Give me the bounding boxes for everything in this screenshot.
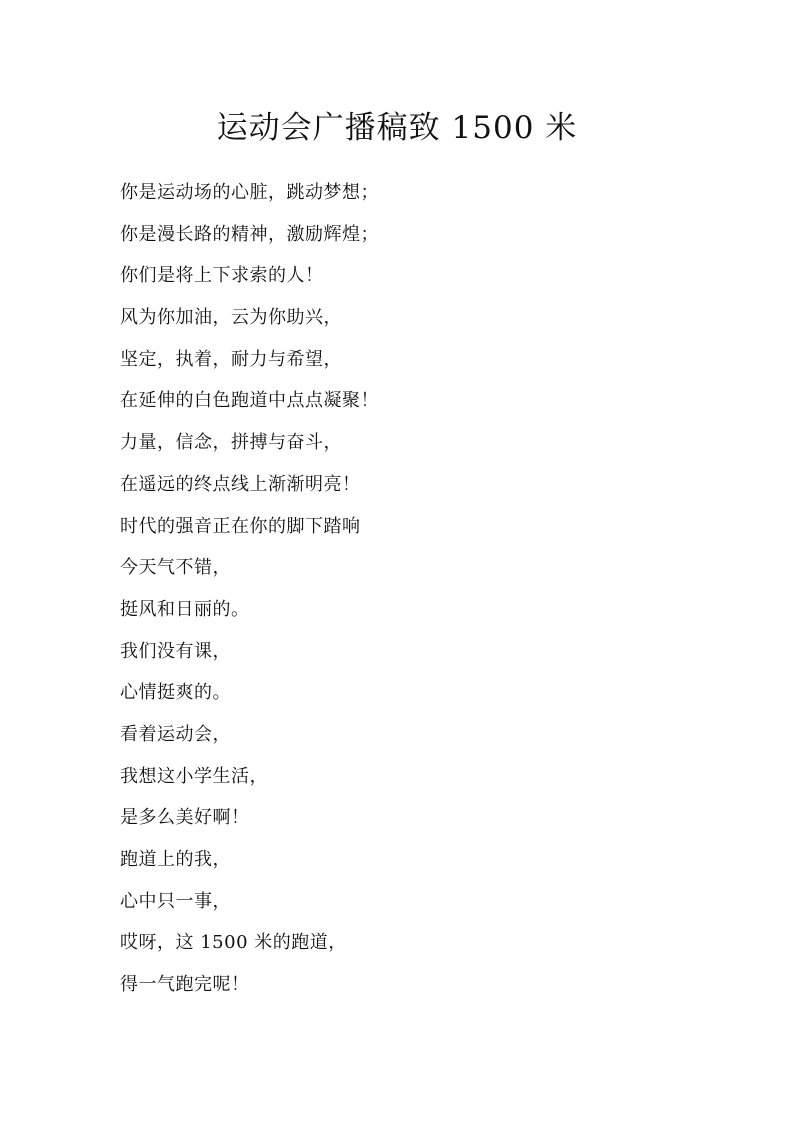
poem-line: 跑道上的我， [120, 849, 231, 870]
poem-line: 在延伸的白色跑道中点点凝聚！ [120, 390, 379, 412]
poem-lines [120, 172, 720, 1006]
poem-line: 力量，信念，拼搏与奋斗， [120, 432, 342, 454]
poem-line: 你们是将上下求索的人！ [120, 265, 324, 287]
poem-line: 时代的强音正在你的脚下踏响 [120, 515, 361, 537]
poem-line: 我想这小学生活， [120, 765, 268, 787]
poem-line: 坚定，执着，耐力与希望， [120, 348, 342, 370]
poem-line: 心中只一事， [120, 890, 231, 912]
poem-line: 是多么美好啊！ [120, 807, 250, 829]
poem-line: 今天气不错， [120, 557, 231, 579]
poem-line: 心情挺爽的。 [120, 682, 231, 704]
poem-line: 我们没有课， [120, 640, 231, 662]
poem-line: 看着运动会， [120, 723, 231, 745]
document-title: 运动会广播稿致 1500 米 [216, 110, 578, 146]
poem-line: 哎呀，这 1500 米的跑道， [120, 932, 347, 954]
poem-line: 你是运动场的心脏，跳动梦想； [120, 182, 379, 203]
poem-line: 风为你加油，云为你助兴， [120, 307, 342, 329]
poem-line: 你是漫长路的精神，激励辉煌； [120, 223, 379, 245]
poem-line: 在遥远的终点线上渐渐明亮！ [120, 473, 361, 495]
poem-line: 得一气跑完呢！ [120, 974, 250, 996]
poem-line: 挺风和日丽的。 [120, 598, 250, 620]
